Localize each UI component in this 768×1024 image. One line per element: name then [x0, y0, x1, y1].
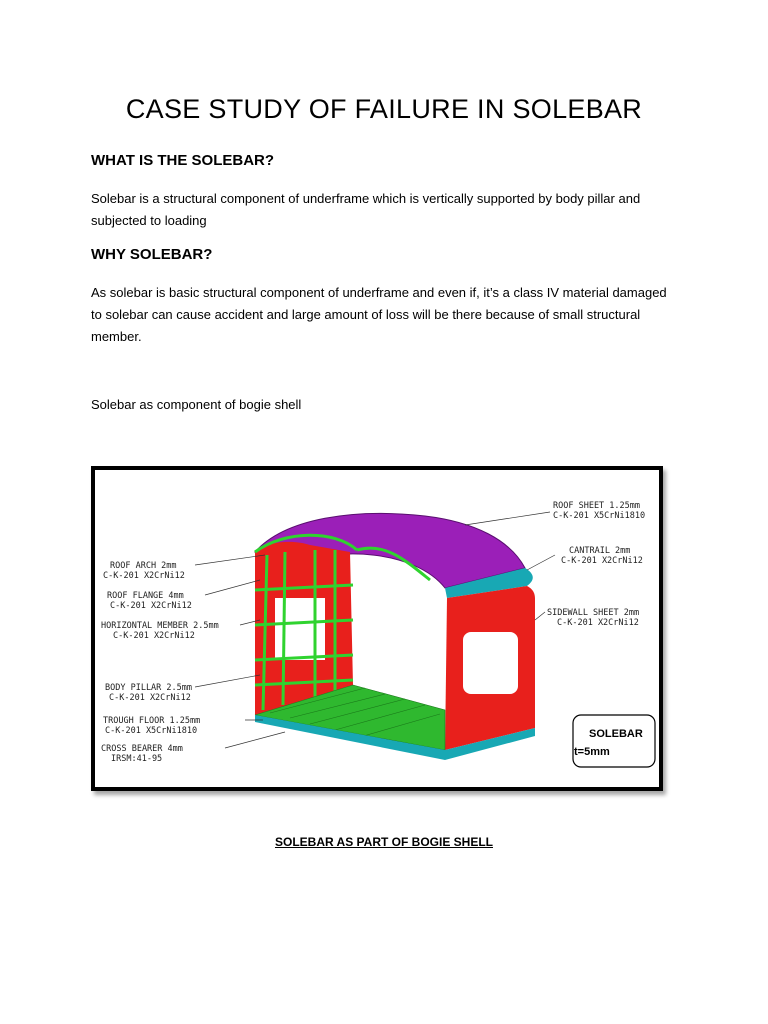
bogie-shell-diagram — [95, 470, 659, 787]
label-cross-bearer: CROSS BEARER 4mm — [101, 744, 183, 754]
solebar-callout-title: SOLEBAR — [589, 728, 643, 740]
figure-caption: SOLEBAR AS PART OF BOGIE SHELL — [274, 835, 493, 849]
spec-roof-flange: C-K-201 X2CrNi12 — [110, 601, 192, 611]
paragraph-what-is-solebar: Solebar is a structural component of underframe which is vertically supported by body pillar and subjected to loading — [91, 191, 641, 228]
bogie-shell-figure — [91, 466, 663, 791]
page-title: CASE STUDY OF FAILURE IN SOLEBAR — [125, 94, 643, 124]
spec-cross-bearer: IRSM:41-95 — [111, 754, 163, 764]
intro-line: Solebar as component of bogie shell — [91, 397, 302, 412]
sidewall-window — [463, 632, 518, 694]
label-horizontal-member: HORIZONTAL MEMBER 2.5mm — [101, 621, 219, 631]
label-sidewall-sheet: SIDEWALL SHEET 2mm — [547, 608, 640, 618]
spec-roof-sheet: C-K-201 X5CrNi1810 — [553, 511, 646, 521]
heading-what-is-solebar: WHAT IS THE SOLEBAR? — [91, 152, 275, 169]
label-trough-floor: TROUGH FLOOR 1.25mm — [103, 716, 201, 726]
spec-horizontal-member: C-K-201 X2CrNi12 — [113, 631, 195, 641]
label-roof-sheet: ROOF SHEET 1.25mm — [553, 501, 640, 511]
spec-body-pillar: C-K-201 X2CrNi12 — [109, 693, 191, 703]
spec-roof-arch: C-K-201 X2CrNi12 — [103, 571, 185, 581]
label-roof-flange: ROOF FLANGE 4mm — [107, 591, 184, 601]
spec-trough-floor: C-K-201 X5CrNi1810 — [105, 726, 198, 736]
label-cantrail: CANTRAIL 2mm — [569, 546, 631, 556]
spec-sidewall-sheet: C-K-201 X2CrNi12 — [557, 618, 639, 628]
spec-cantrail: C-K-201 X2CrNi12 — [561, 556, 643, 566]
heading-why-solebar: WHY SOLEBAR? — [91, 246, 213, 263]
paragraph-why-solebar: As solebar is basic structural component of underframe and even if, it’s a class IV material damaged to solebar can cause accident and large amount of loss will be there because of small structural member. — [91, 285, 667, 344]
solebar-callout-thickness: t=5mm — [574, 746, 610, 758]
label-roof-arch: ROOF ARCH 2mm — [110, 561, 177, 571]
label-body-pillar: BODY PILLAR 2.5mm — [105, 683, 192, 693]
solebar-callout-box — [573, 715, 655, 767]
